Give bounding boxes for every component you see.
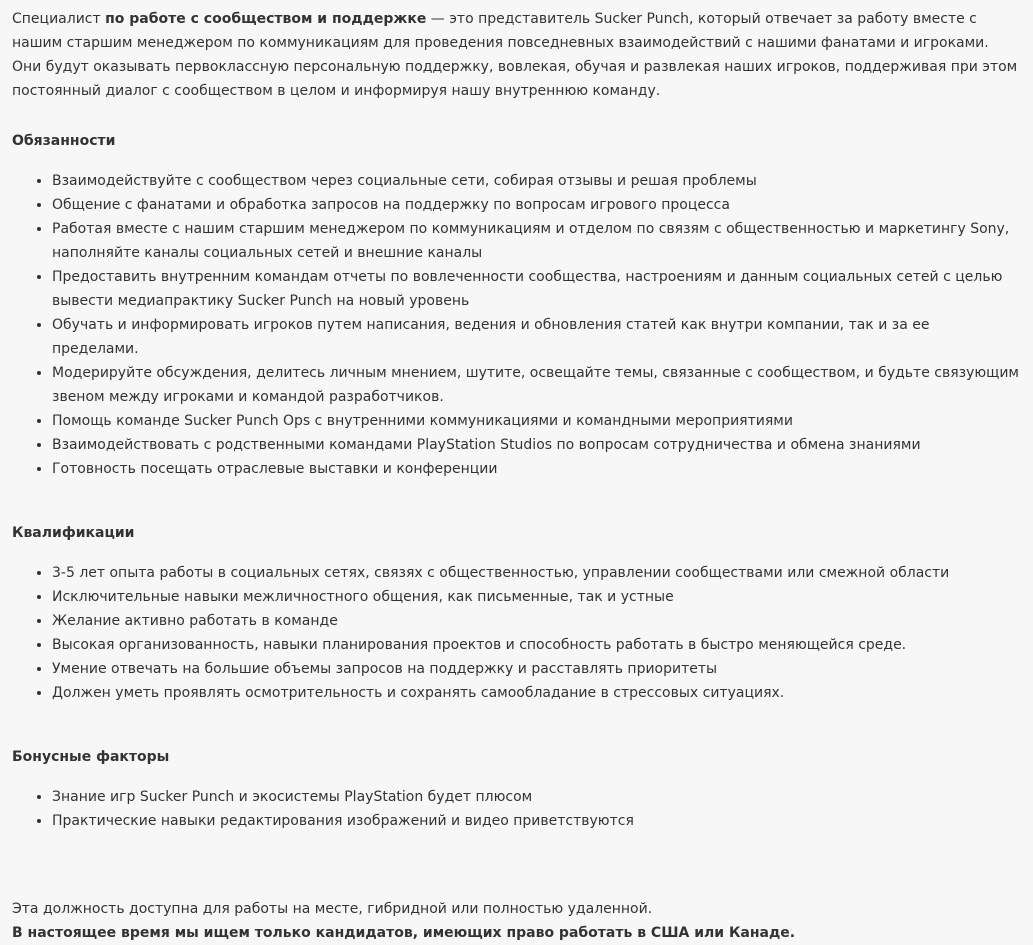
bonus-heading: Бонусные факторы (12, 749, 170, 765)
list-item: • 3-5 лет опыта работы в социальных сетях, связях с общественностью, управлении сообществами или смежной области (52, 561, 1020, 585)
qualifications-heading: Квалификации (12, 525, 135, 541)
list-item: • Общение с фанатами и обработка запросов на поддержку по вопросам игрового процесса (52, 193, 1020, 217)
intro-role-title: по работе с сообществом и поддержке (105, 11, 427, 27)
list-item: • Модерируйте обсуждения, делитесь личным мнением, шутите, освещайте темы, связанные с сообществом, и будьте связующим звеном между игроками и командой разработчиков. (52, 361, 1020, 409)
list-item: • Взаимодействуйте с сообществом через социальные сети, собирая отзывы и решая проблемы (52, 169, 1020, 193)
intro-rest: — это представитель Sucker Punch, который отвечает за работу вместе с нашим старшим менеджером по коммуникациям для проведения повседневных взаимодействий с нашими фанатами и игроками. Они будут оказывать первоклассную персональную поддержку, вовлекая, обучая и развлекая наших игроков, поддерживая при этом постоянный диалог с сообществом в целом и информируя нашу внутреннюю команду. (12, 11, 1018, 99)
list-item: • Высокая организованность, навыки планирования проектов и способность работать в быстро меняющейся среде. (52, 633, 1020, 657)
list-item: • Исключительные навыки межличностного общения, как письменные, так и устные (52, 585, 1020, 609)
duties-heading: Обязанности (12, 133, 116, 149)
availability-note: Эта должность доступна для работы на месте, гибридной или полностью удаленной. (12, 901, 653, 917)
bonus-list (12, 785, 1020, 833)
duties-list (12, 169, 1020, 481)
intro-lead: Специалист (12, 11, 106, 27)
list-item: • Обучать и информировать игроков путем написания, ведения и обновления статей как внутри компании, так и за ее пределами. (52, 313, 1020, 361)
list-item: • Должен уметь проявлять осмотрительность и сохранять самообладание в стрессовых ситуациях. (52, 681, 1020, 705)
intro-paragraph (12, 0, 1020, 103)
qualifications-list (12, 561, 1020, 705)
list-item: • Практические навыки редактирования изображений и видео приветствуются (52, 809, 1020, 833)
list-item: • Помощь команде Sucker Punch Ops с внутренними коммуникациями и командными мероприятиями (52, 409, 1020, 433)
list-item: • Предоставить внутренним командам отчеты по вовлеченности сообщества, настроениям и данным социальных сетей с целью вывести медиапрактику Sucker Punch на новый уровень (52, 265, 1020, 313)
list-item: • Желание активно работать в команде (52, 609, 1020, 633)
list-item: • Готовность посещать отраслевые выставки и конференции (52, 457, 1020, 481)
eligibility-note: В настоящее время мы ищем только кандидатов, имеющих право работать в США или Канаде. (12, 925, 796, 941)
list-item: • Взаимодействовать с родственными командами PlayStation Studios по вопросам сотрудничества и обмена знаниями (52, 433, 1020, 457)
list-item: • Знание игр Sucker Punch и экосистемы PlayStation будет плюсом (52, 785, 1020, 809)
footer-notes (12, 897, 1020, 945)
list-item: • Умение отвечать на большие объемы запросов на поддержку и расставлять приоритеты (52, 657, 1020, 681)
list-item: • Работая вместе с нашим старшим менеджером по коммуникациям и отделом по связям с общественностью и маркетингу Sony, наполняйте каналы социальных сетей и внешние каналы (52, 217, 1020, 265)
